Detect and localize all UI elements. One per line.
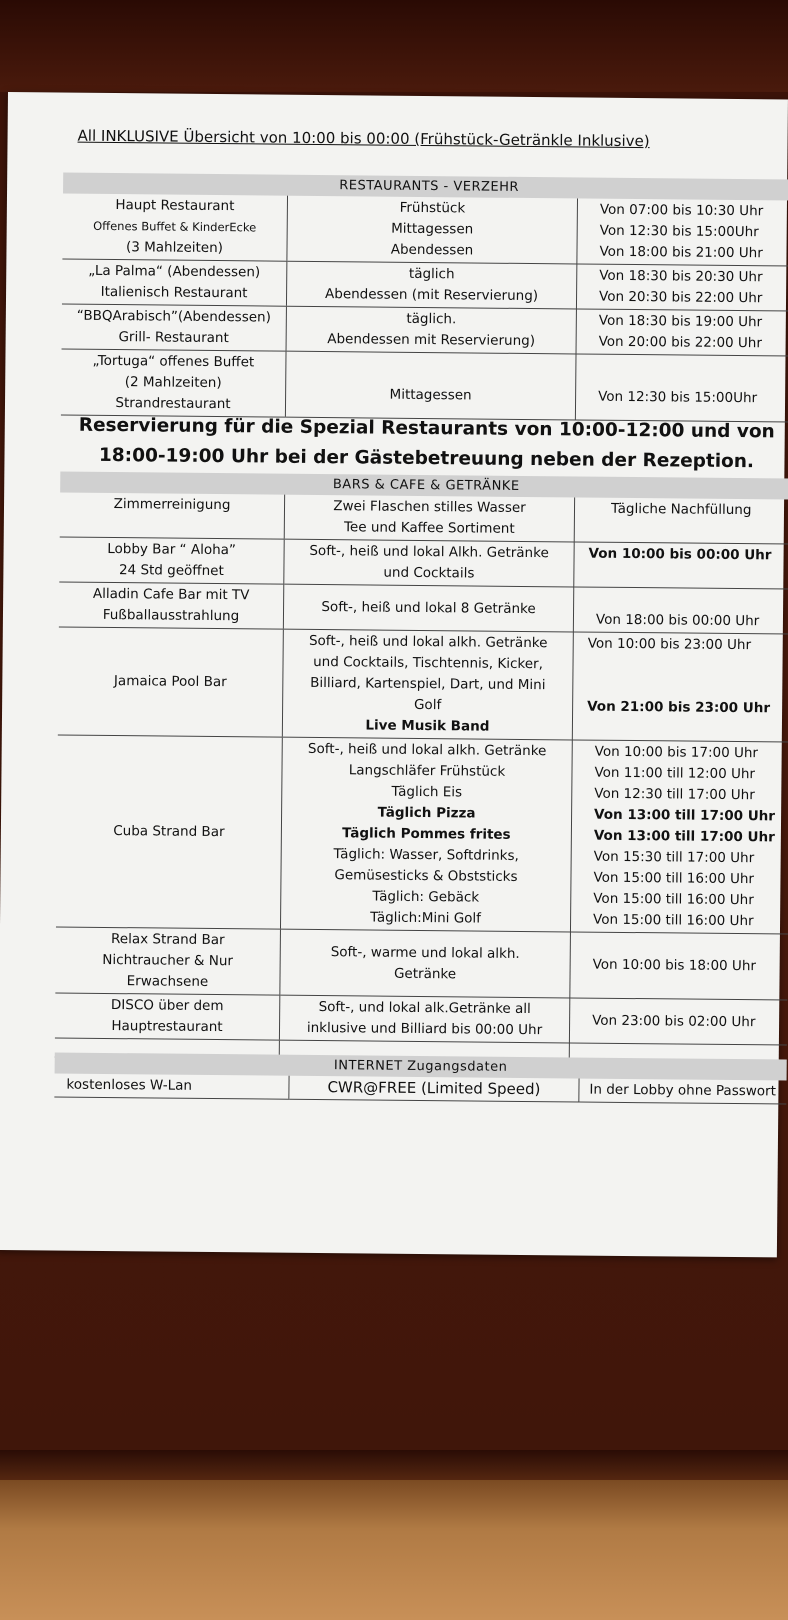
bar-name-line: Relax Strand Bar [111, 931, 225, 949]
restaurant-row [62, 304, 788, 356]
bar-items [284, 495, 574, 542]
bar-row [56, 735, 788, 934]
bar-name-line: Jamaica Pool Bar [113, 673, 227, 691]
restaurant-meals-line: Frühstück [399, 199, 466, 217]
bar-name-line: Alladin Cafe Bar mit TV [92, 585, 250, 604]
bar-items-line: Langschläfer Frühstück [348, 762, 506, 780]
bar-items-line: Soft-, heiß und lokal Alkh. Getränke [309, 542, 549, 562]
bar-times-line: Von 18:00 bis 00:00 Uhr [595, 611, 760, 630]
bars-table [55, 493, 788, 1065]
bar-name-line: Cuba Strand Bar [113, 823, 225, 841]
bar-items-line: Täglich: Wasser, Softdrinks, [333, 846, 519, 864]
background-top [0, 0, 788, 92]
bar-times-line: Von 23:00 bis 02:00 Uhr [592, 1012, 756, 1030]
bar-name-line: Hauptrestaurant [111, 1018, 223, 1036]
restaurants-header: RESTAURANTS - VERZEHR [63, 173, 788, 201]
bar-items-line: und Cocktails, Tischtennis, Kicker, [313, 653, 543, 673]
bar-times [570, 740, 788, 934]
restaurant-name-line: Haupt Restaurant [115, 197, 235, 215]
restaurant-meals [287, 196, 578, 264]
restaurant-times-line: Von 18:30 bis 20:30 Uhr [599, 267, 763, 286]
restaurant-times-line: Von 12:30 bis 15:00Uhr [598, 388, 758, 406]
restaurant-meals-line: Abendessen [390, 241, 474, 259]
wood-surface [0, 1480, 788, 1620]
bar-items-line: Tee und Kaffee Sortiment [343, 519, 515, 537]
bar-items-line: Täglich Pizza [377, 804, 476, 822]
bar-items [280, 737, 572, 932]
bar-name [55, 927, 280, 995]
bar-row [59, 537, 788, 589]
bar-times [572, 632, 788, 742]
bar-times-line: Von 10:00 bis 17:00 Uhr [594, 743, 759, 762]
restaurant-name-line: Offenes Buffet & KinderEcke [93, 218, 257, 235]
restaurant-name-line: (3 Mahlzeiten) [125, 239, 224, 257]
bar-times-line: Von 10:00 bis 18:00 Uhr [592, 956, 757, 975]
restaurant-name-line: Strandrestaurant [115, 395, 231, 413]
info-sheet [0, 92, 788, 1257]
bar-name-line: Fußballausstrahlung [102, 606, 240, 625]
restaurant-name [62, 259, 287, 306]
restaurant-times [576, 264, 788, 311]
bar-items-line: Getränke [393, 965, 457, 982]
restaurant-name-line: (2 Mahlzeiten) [124, 374, 222, 392]
restaurant-times-line: Von 20:30 bis 22:00 Uhr [598, 288, 763, 307]
bar-times-line: Von 15:00 till 16:00 Uhr [593, 869, 755, 888]
bar-items-line: Golf [413, 696, 442, 714]
bar-items [282, 629, 573, 740]
restaurant-times-line: Von 18:00 bis 21:00 Uhr [599, 243, 763, 262]
bar-times-line: Von 15:30 till 17:00 Uhr [593, 848, 755, 867]
table-shadow [0, 1450, 788, 1484]
bar-items [283, 584, 573, 632]
bar-name-line: Erwachsene [126, 973, 209, 990]
restaurant-meals-line: Abendessen (mit Reservierung) [324, 286, 539, 305]
bar-items-line: Soft-, und lokal alk.Getränke all [318, 999, 531, 1018]
bar-items-line: Täglich Eis [391, 783, 463, 801]
wlan-network: CWR@FREE (Limited Speed) [289, 1076, 579, 1102]
bar-name [60, 493, 285, 540]
bar-name [56, 735, 282, 929]
bar-items-line: Täglich Pommes frites [342, 825, 511, 843]
page-title: All INKLUSIVE Übersicht von 10:00 bis 00:00 (Frühstück-Getränkle Inklusive) [77, 126, 650, 151]
bar-times [573, 587, 788, 634]
bar-name-line: DISCO über dem [110, 997, 224, 1015]
restaurant-name [62, 194, 287, 262]
bar-times-line: Von 10:00 bis 23:00 Uhr [587, 635, 752, 654]
restaurant-times [577, 198, 788, 266]
reservation-notice-line: Reservierung für die Spezial Restaurants von 10:00-12:00 und von [78, 414, 775, 443]
restaurant-times-line: Von 20:00 bis 22:00 Uhr [598, 333, 763, 352]
bar-times-line: Von 15:00 till 16:00 Uhr [593, 911, 754, 930]
restaurant-name-line: Grill- Restaurant [118, 329, 229, 347]
bar-times-line: Von 11:00 till 12:00 Uhr [594, 764, 756, 783]
bar-name-line: 24 Std geöffnet [118, 562, 224, 580]
restaurant-row [62, 259, 788, 311]
bar-name-line: Zimmerreinigung [113, 496, 231, 514]
bar-items [279, 995, 569, 1043]
internet-header: INTERNET Zugangsdaten [55, 1052, 787, 1080]
bar-items-line: Soft-, heiß und lokal alkh. Getränke [308, 632, 548, 652]
bar-name [59, 582, 284, 629]
restaurant-times [575, 354, 788, 422]
restaurant-name [61, 349, 286, 417]
bar-items-line: Soft-, heiß und lokal alkh. Getränke [307, 740, 547, 760]
restaurant-name-line: Italienisch Restaurant [100, 283, 248, 302]
restaurant-meals [285, 351, 576, 420]
bar-row [58, 627, 788, 742]
restaurant-meals-line: Mittagessen [389, 386, 472, 403]
restaurants-table [61, 194, 788, 423]
bar-items-line: Live Musik Band [365, 717, 490, 735]
bar-times-line: Von 12:30 till 17:00 Uhr [594, 785, 755, 804]
wlan-name: kostenloses W-Lan [54, 1073, 289, 1099]
bar-items-line: Billiard, Kartenspiel, Dart, und Mini [310, 674, 546, 694]
restaurant-times [576, 309, 788, 356]
restaurant-name-line: „La Palma“ (Abendessen) [88, 262, 261, 281]
bar-times-line: Von 10:00 bis 00:00 Uhr [588, 545, 772, 564]
bar-name-line: Lobby Bar “ Aloha” [107, 540, 237, 559]
bar-items-line: Täglich: Gebäck [372, 888, 480, 906]
bar-name [58, 627, 284, 737]
restaurant-times-line: Von 18:30 bis 19:00 Uhr [598, 312, 763, 331]
wlan-note: In der Lobby ohne Passwort [579, 1079, 787, 1104]
bar-items-line: Soft-, heiß und lokal 8 Getränke [321, 598, 536, 617]
bars-header: BARS & CAFE & GETRÄNKE [60, 472, 788, 500]
reservation-notice-line: 18:00-19:00 Uhr bei der Gästebetreuung neben der Rezeption. [98, 444, 755, 473]
bar-times-line: Von 21:00 bis 23:00 Uhr [587, 698, 771, 717]
bar-name [59, 537, 284, 584]
bar-times [569, 998, 787, 1045]
bar-items-line: Gemüsesticks & Obststicks [334, 867, 518, 885]
restaurant-row [62, 194, 788, 267]
restaurant-name-line: “BBQArabisch”(Abendessen) [76, 307, 271, 326]
bar-times [574, 497, 788, 544]
restaurant-times-line: Von 07:00 bis 10:30 Uhr [599, 201, 764, 220]
restaurant-name [62, 304, 287, 351]
bar-name [55, 993, 280, 1040]
bar-times [570, 932, 788, 1000]
bar-times-line: Von 13:00 till 17:00 Uhr [594, 806, 776, 825]
restaurant-times-line: Von 12:30 bis 15:00Uhr [599, 222, 759, 241]
bar-row [59, 582, 788, 634]
bar-row [55, 927, 788, 1000]
bar-row [55, 993, 787, 1045]
bar-times [574, 542, 788, 589]
restaurant-meals-line: täglich [408, 265, 455, 283]
bar-items [284, 539, 574, 587]
bar-row [60, 493, 788, 545]
bar-items-line: und Cocktails [383, 564, 475, 582]
restaurant-meals [286, 306, 576, 354]
restaurant-name-line: „Tortuga“ offenes Buffet [92, 352, 255, 371]
bar-times-line: Von 13:00 till 17:00 Uhr [593, 827, 775, 846]
reservation-notice [60, 411, 788, 478]
bar-items-line: Zwei Flaschen stilles Wasser [333, 498, 526, 516]
bar-items-line: inklusive und Billiard bis 00:00 Uhr [306, 1019, 543, 1039]
bar-items-line: Täglich:Mini Golf [370, 909, 482, 927]
restaurant-meals-line: täglich. [406, 310, 457, 328]
bar-times-line: Von 15:00 till 16:00 Uhr [593, 890, 754, 909]
restaurant-meals-line: Mittagessen [391, 220, 474, 238]
restaurant-meals [286, 261, 576, 309]
bar-items [280, 929, 571, 998]
bar-name-line: Nichtraucher & Nur [102, 951, 234, 970]
bar-times-line: Tägliche Nachfüllung [610, 500, 752, 519]
bar-items-line: Soft-, warme und lokal alkh. [330, 943, 520, 962]
restaurant-meals-line: Abendessen mit Reservierung) [327, 331, 536, 350]
